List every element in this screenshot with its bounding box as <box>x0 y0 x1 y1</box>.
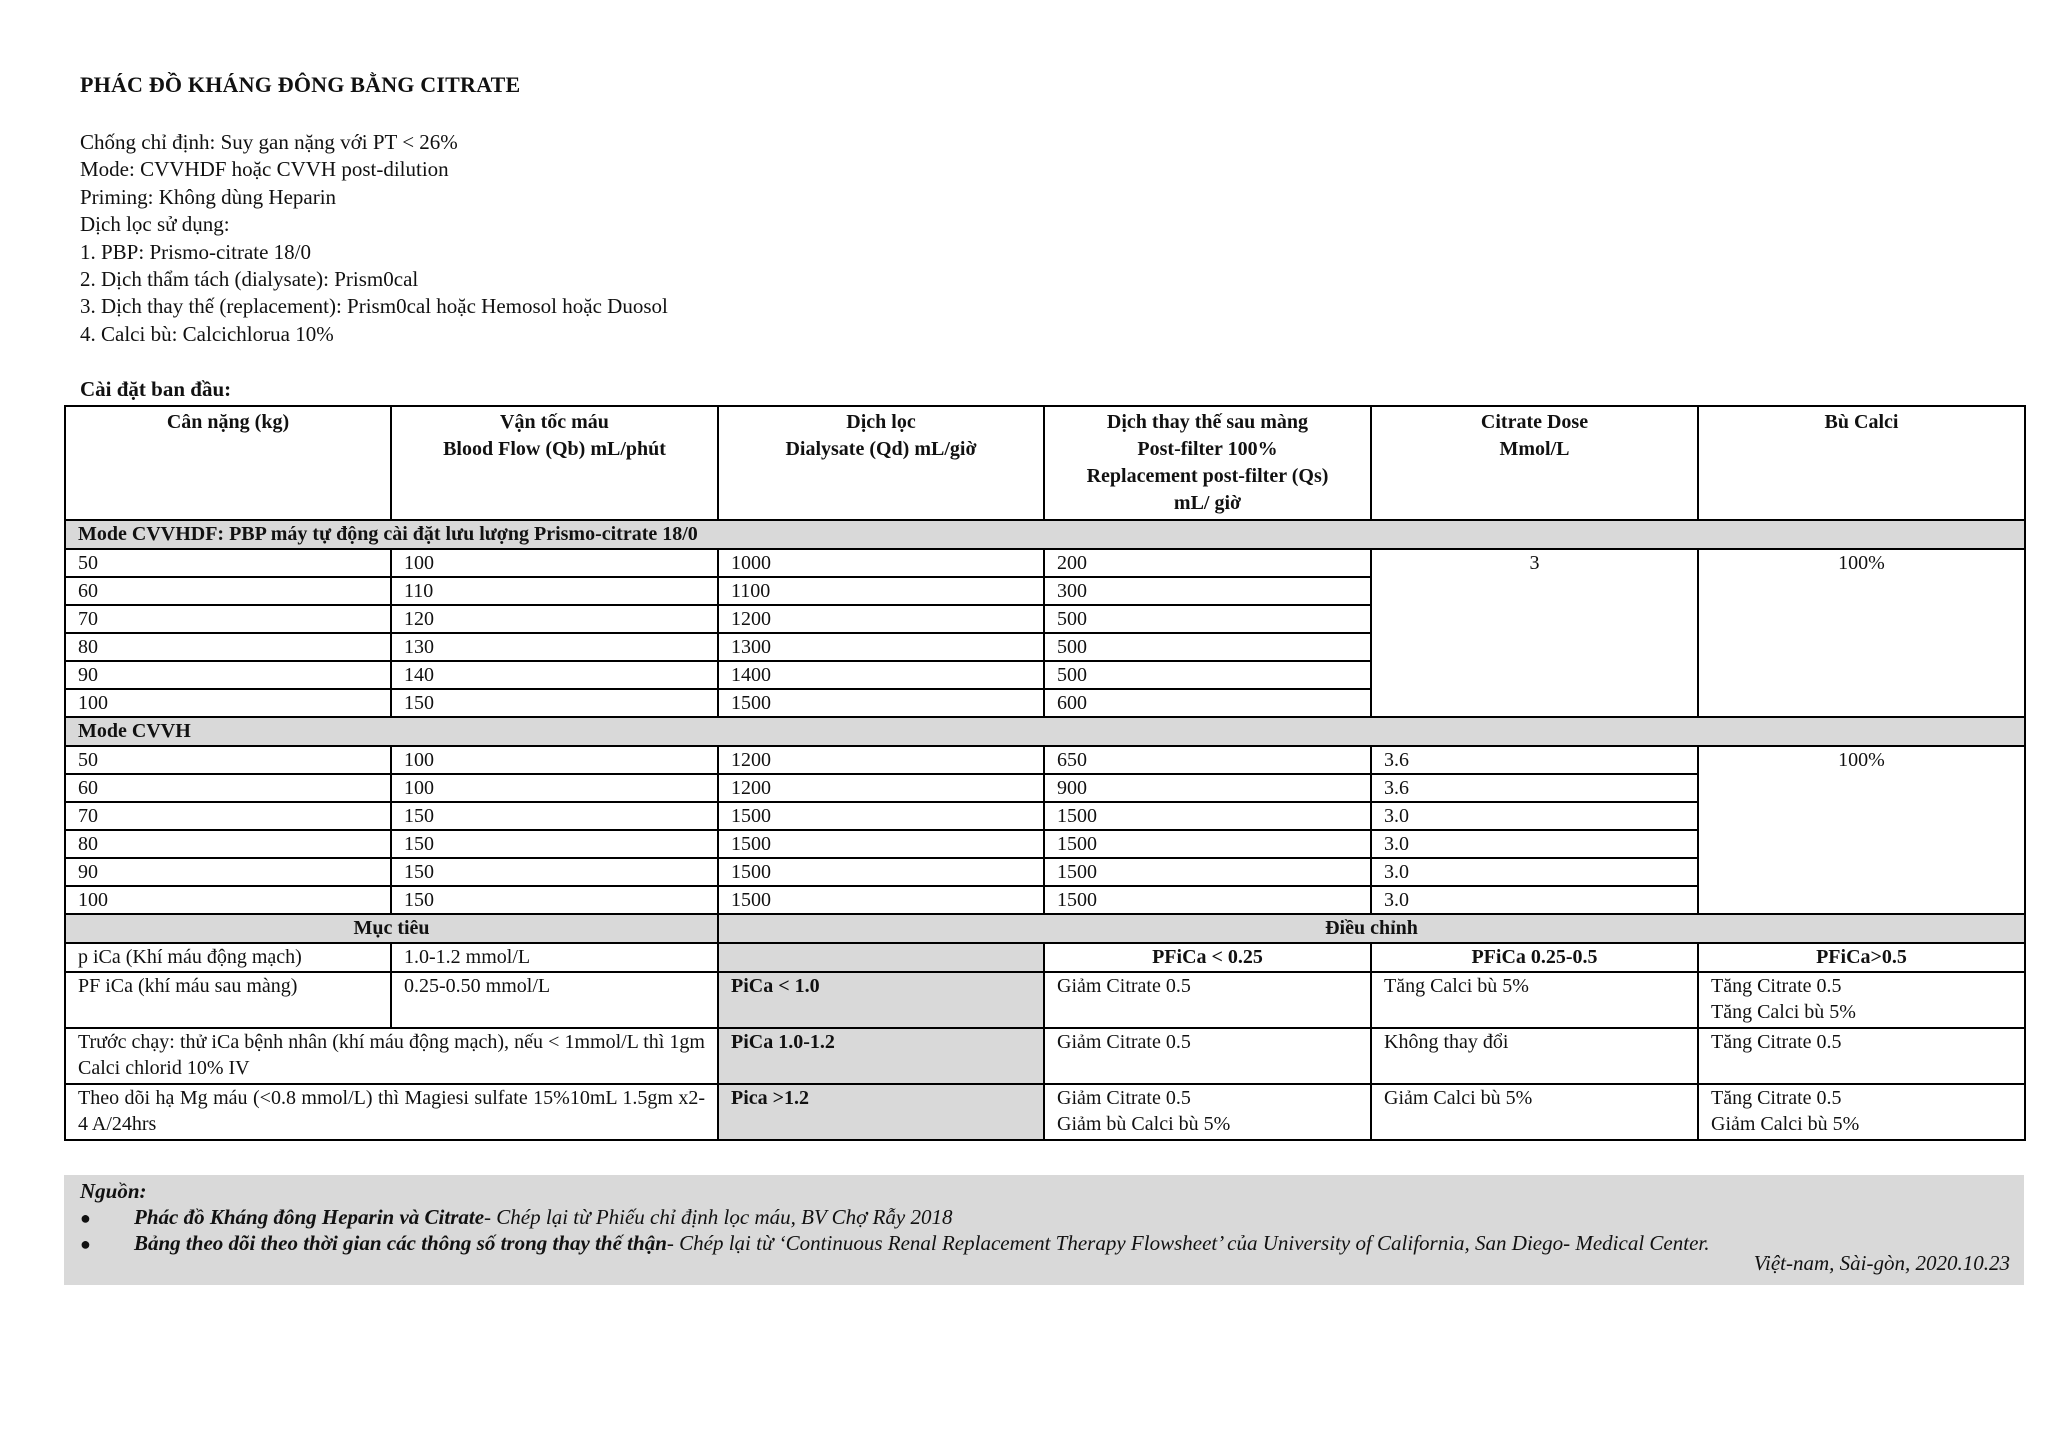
section-label: Mode CVVH <box>65 717 2025 746</box>
calci-cell: 100% <box>1698 746 2025 914</box>
source-item: ● Phác đồ Kháng đông Heparin và Citrate- Chép lại từ Phiếu chỉ định lọc máu, BV Chợ Rẫy 2018 <box>80 1205 953 1229</box>
table-cell: 60 <box>65 577 391 605</box>
sources-box <box>64 1175 2024 1285</box>
source-date: Việt-nam, Sài-gòn, 2020.10.23 <box>1753 1251 2010 1275</box>
table-cell: 90 <box>65 661 391 689</box>
table-cell: 1500 <box>1044 886 1371 914</box>
section-label: Mode CVVHDF: PBP máy tự động cài đặt lưu lượng Prismo-citrate 18/0 <box>65 520 2025 549</box>
sources-title: Nguồn: <box>80 1179 147 1203</box>
table-cell: 150 <box>391 858 718 886</box>
pfica-header: PFiCa>0.5 <box>1698 943 2025 972</box>
table-cell: 100 <box>65 689 391 717</box>
targets-label: Mục tiêu <box>65 914 718 943</box>
note-cell: Trước chạy: thử iCa bệnh nhân (khí máu động mạch), nếu < 1mmol/L thì 1gm Calci chlorid 10% IV <box>65 1028 718 1084</box>
table-cell: 1400 <box>718 661 1044 689</box>
col-header-citrate-dose: Citrate Dose Mmol/L <box>1371 406 1698 520</box>
pica-label: Pica >1.2 <box>718 1084 1044 1140</box>
table-cell: 300 <box>1044 577 1371 605</box>
adjust-cell: Tăng Calci bù 5% <box>1371 972 1698 1028</box>
table-cell: 3.6 <box>1371 746 1698 774</box>
pfica-header: PFiCa < 0.25 <box>1044 943 1371 972</box>
adjust-cell: Tăng Citrate 0.5 Giảm Calci bù 5% <box>1698 1084 2025 1140</box>
section-row-cvvh <box>65 717 2025 746</box>
fluid-item: 3. Dịch thay thế (replacement): Prism0cal hoặc Hemosol hoặc Duosol <box>80 294 668 319</box>
settings-table <box>64 405 2026 1141</box>
table-cell: 100 <box>65 886 391 914</box>
adjust-cell: Không thay đổi <box>1371 1028 1698 1084</box>
bullet-icon: ● <box>80 1234 91 1254</box>
table-cell: 1300 <box>718 633 1044 661</box>
col-header-weight: Cân nặng (kg) <box>65 406 391 520</box>
table-cell: 80 <box>65 830 391 858</box>
note-cell: Theo dõi hạ Mg máu (<0.8 mmol/L) thì Magiesi sulfate 15%10mL 1.5gm x2-4 A/24hrs <box>65 1084 718 1140</box>
section-row-cvvhdf <box>65 520 2025 549</box>
col-header-replacement: Dịch thay thế sau màng Post-filter 100% Replacement post-filter (Qs) mL/ giờ <box>1044 406 1371 520</box>
table-cell: 1500 <box>718 830 1044 858</box>
adjust-row <box>65 1028 2025 1084</box>
pfica-header: PFiCa 0.25-0.5 <box>1371 943 1698 972</box>
table-cell: 500 <box>1044 661 1371 689</box>
table-row <box>65 746 2025 774</box>
table-cell: 1500 <box>718 689 1044 717</box>
table-cell: 1500 <box>718 802 1044 830</box>
source-item: ● Bảng theo dõi theo thời gian các thông số trong thay thế thận- Chép lại từ ‘Continuous Renal Replacement Therapy Flowsheet’ của University of California, San Diego- Medical Center. <box>80 1231 1710 1255</box>
pica-label: PiCa 1.0-1.2 <box>718 1028 1044 1084</box>
table-cell: 70 <box>65 605 391 633</box>
fluid-item: 1. PBP: Prismo-citrate 18/0 <box>80 239 311 264</box>
table-cell: 1500 <box>718 858 1044 886</box>
table-cell: 150 <box>391 830 718 858</box>
col-header-calci: Bù Calci <box>1698 406 2025 520</box>
setup-label: Cài đặt ban đầu: <box>80 377 232 401</box>
pica-label: PiCa < 1.0 <box>718 972 1044 1028</box>
table-cell: 1000 <box>718 549 1044 577</box>
table-cell: 3.0 <box>1371 802 1698 830</box>
table-cell: 80 <box>65 633 391 661</box>
table-cell: 900 <box>1044 774 1371 802</box>
table-cell: 1500 <box>1044 858 1371 886</box>
fluids-heading: Dịch lọc sử dụng: <box>80 212 230 237</box>
col-header-dialysate: Dịch lọc Dialysate (Qd) mL/giờ <box>718 406 1044 520</box>
table-cell: 3.0 <box>1371 858 1698 886</box>
mode-line: Mode: CVVHDF hoặc CVVH post-dilution <box>80 157 449 182</box>
table-cell: 150 <box>391 802 718 830</box>
fluid-item: 2. Dịch thẩm tách (dialysate): Prism0cal <box>80 267 419 292</box>
table-cell: 100 <box>391 774 718 802</box>
table-cell: 1500 <box>718 886 1044 914</box>
table-cell: 100 <box>391 549 718 577</box>
table-cell: 100 <box>391 746 718 774</box>
adjust-cell: Giảm Citrate 0.5 <box>1044 972 1371 1028</box>
page-title: PHÁC ĐỒ KHÁNG ĐÔNG BẰNG CITRATE <box>80 72 521 97</box>
table-cell: 3.0 <box>1371 830 1698 858</box>
target-value: 1.0-1.2 mmol/L <box>391 943 718 972</box>
table-cell: 1200 <box>718 746 1044 774</box>
target-name: p iCa (Khí máu động mạch) <box>65 943 391 972</box>
table-cell: 110 <box>391 577 718 605</box>
intro-block <box>80 129 668 348</box>
pfica-header-row <box>65 943 2025 972</box>
table-cell: 50 <box>65 549 391 577</box>
table-cell: 1200 <box>718 774 1044 802</box>
citrate-dose-cell: 3 <box>1371 549 1698 717</box>
table-cell: 50 <box>65 746 391 774</box>
col-header-blood-flow: Vận tốc máu Blood Flow (Qb) mL/phút <box>391 406 718 520</box>
adjust-row <box>65 1084 2025 1140</box>
adjust-cell: Giảm Calci bù 5% <box>1371 1084 1698 1140</box>
adjust-cell: Tăng Citrate 0.5 <box>1698 1028 2025 1084</box>
target-name: PF iCa (khí máu sau màng) <box>65 972 391 1028</box>
targets-header-row <box>65 914 2025 943</box>
adjust-label: Điều chỉnh <box>718 914 2025 943</box>
table-cell: 3.0 <box>1371 886 1698 914</box>
table-row <box>65 549 2025 577</box>
table-cell: 120 <box>391 605 718 633</box>
table-cell: 3.6 <box>1371 774 1698 802</box>
bullet-icon: ● <box>80 1208 91 1228</box>
table-header-row <box>65 406 2025 520</box>
priming-line: Priming: Không dùng Heparin <box>80 184 337 209</box>
adjust-row <box>65 972 2025 1028</box>
target-value: 0.25-0.50 mmol/L <box>391 972 718 1028</box>
table-cell: 150 <box>391 689 718 717</box>
table-cell: 650 <box>1044 746 1371 774</box>
contraindication-line: Chống chỉ định: Suy gan nặng với PT < 26% <box>80 130 458 154</box>
table-cell: 500 <box>1044 605 1371 633</box>
table-cell: 60 <box>65 774 391 802</box>
adjust-cell: Tăng Citrate 0.5 Tăng Calci bù 5% <box>1698 972 2025 1028</box>
calci-cell: 100% <box>1698 549 2025 717</box>
fluid-item: 4. Calci bù: Calcichlorua 10% <box>80 321 334 346</box>
table-cell: 140 <box>391 661 718 689</box>
table-cell: 1500 <box>1044 830 1371 858</box>
table-cell: 130 <box>391 633 718 661</box>
blank-cell <box>718 943 1044 972</box>
table-cell: 150 <box>391 886 718 914</box>
adjust-cell: Giảm Citrate 0.5 <box>1044 1028 1371 1084</box>
table-cell: 1100 <box>718 577 1044 605</box>
table-cell: 500 <box>1044 633 1371 661</box>
table-cell: 70 <box>65 802 391 830</box>
adjust-cell: Giảm Citrate 0.5 Giảm bù Calci bù 5% <box>1044 1084 1371 1140</box>
table-cell: 600 <box>1044 689 1371 717</box>
table-cell: 1500 <box>1044 802 1371 830</box>
table-cell: 200 <box>1044 549 1371 577</box>
table-cell: 1200 <box>718 605 1044 633</box>
table-cell: 90 <box>65 858 391 886</box>
